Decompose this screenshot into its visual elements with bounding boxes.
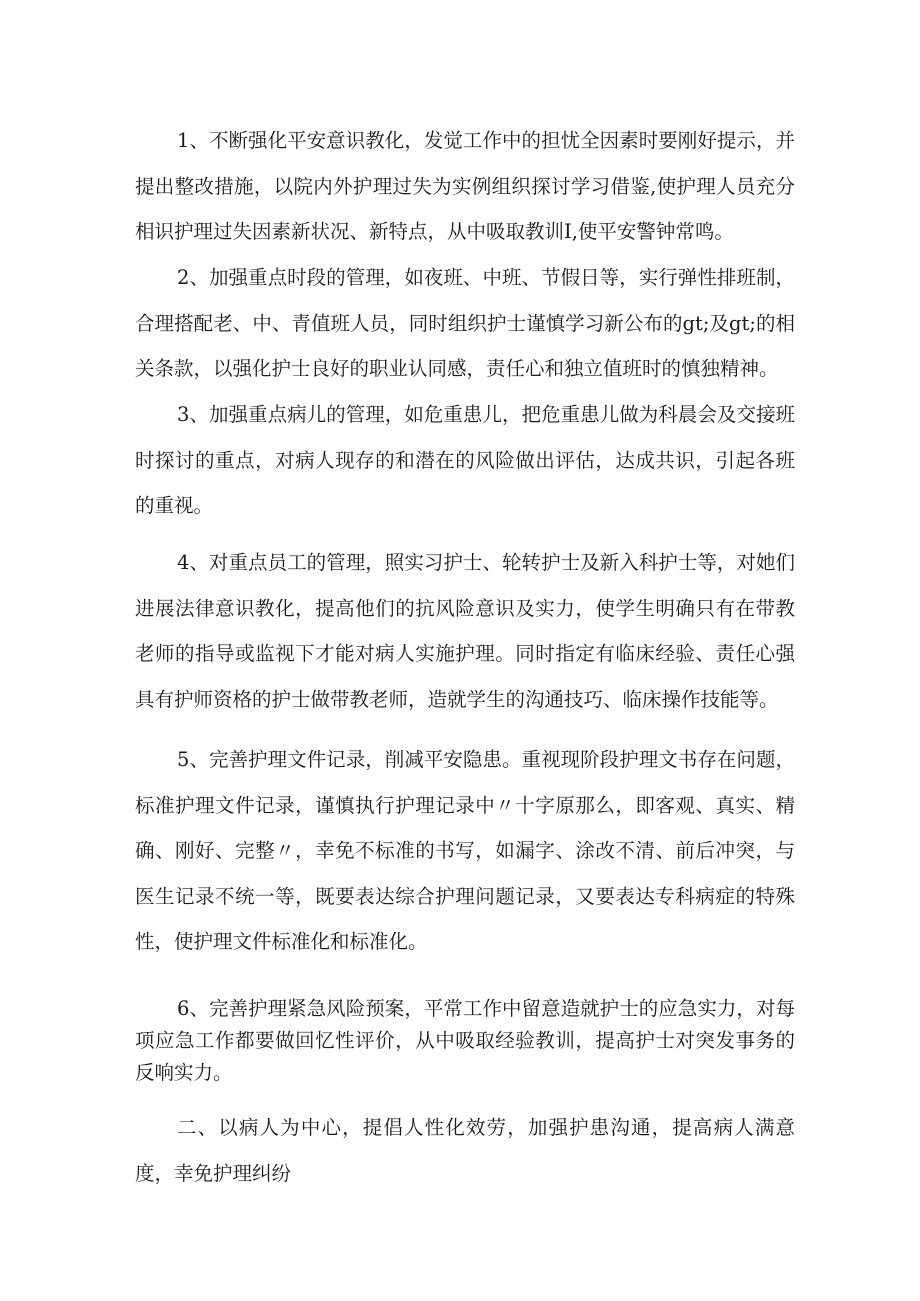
paragraph-1: 1、不断强化平安意识教化，发觉工作中的担忧全因素时要刚好提示，并提出整改措施，以院内外护理过失为实例组织探讨学习借鉴,使护理人员充分相识护理过失因素新状况、新特点，从中吸取教训I,使平安警钟常鸣。 (135, 129, 795, 243)
paragraph-6: 6、完善护理紧急风险预案，平常工作中留意造就护士的应急实力，对每项应急工作都要做回忆性评价，从中吸取经验教训，提高护士对突发事务的反响实力。 (135, 997, 795, 1084)
paragraph-4: 4、对重点员工的管理，照实习护士、轮转护士及新入科护士等，对她们进展法律意识教化，提高他们的抗风险意识及实力，使学生明确只有在带教老师的指导或监视下才能对病人实施护理。同时指定有临床经验、责任心强具有护师资格的护士做带教老师，造就学生的沟通技巧、临床操作技能等。 (135, 551, 795, 711)
paragraph-3: 3、加强重点病儿的管理，如危重患儿，把危重患儿做为科晨会及交接班时探讨的重点，对病人现存的和潜在的风险做出评估，达成共识，引起各班的重视。 (135, 403, 795, 517)
paragraph-2: 2、加强重点时段的管理，如夜班、中班、节假日等，实行弹性排班制，合理搭配老、中、青值班人员，同时组织护士谨慎学习新公布的gt;及gt;的相关条款，以强化护士良好的职业认同感，责任心和独立值班时的慎独精神。 (135, 266, 795, 380)
paragraph-5: 5、完善护理文件记录，削减平安隐患。重视现阶段护理文书存在问题，标准护理文件记录，谨慎执行护理记录中〃十字原那么，即客观、真实、精确、刚好、完整〃，幸免不标准的书写，如漏字、涂改不清、前后冲突，与医生记录不统一等，既要表达综合护理问题记录，又要表达专科病症的特殊性，使护理文件标准化和标准化。 (135, 748, 795, 953)
section-heading-2: 二、以病人为中心，提倡人性化效劳，加强护患沟通，提高病人满意度，幸免护理纠纷 (135, 1116, 795, 1185)
